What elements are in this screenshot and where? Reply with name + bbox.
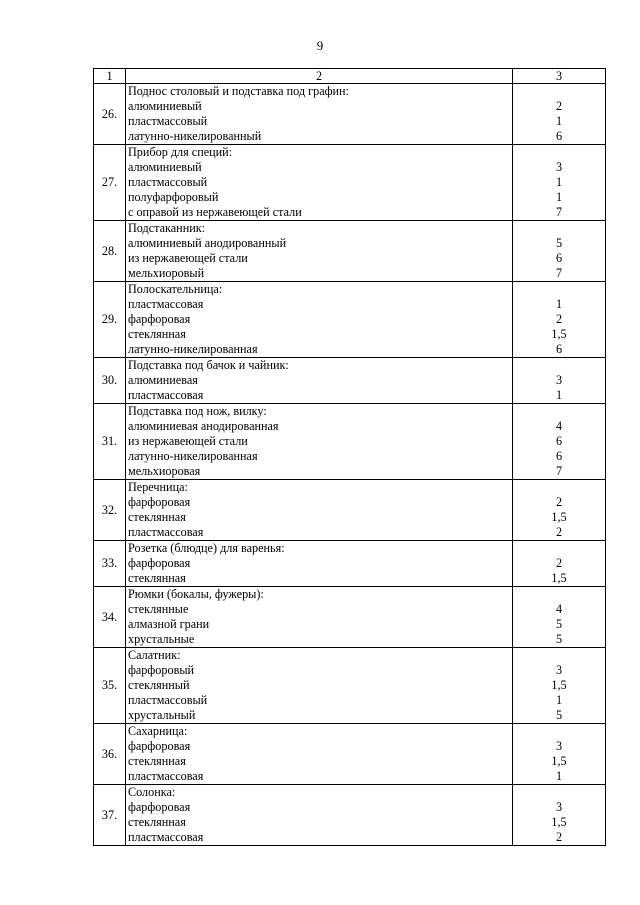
item-variant-value: 1 xyxy=(555,769,563,783)
item-variant-name: пластмассовая xyxy=(128,297,204,311)
table-row xyxy=(94,724,606,785)
item-description xyxy=(126,84,513,145)
item-description xyxy=(126,724,513,785)
item-values xyxy=(513,84,606,145)
item-group-title: Розетка (блюдце) для варенья: xyxy=(128,541,285,555)
norms-table-body xyxy=(94,69,606,846)
item-variant-value: 2 xyxy=(555,99,563,113)
item-variant-value: 7 xyxy=(555,464,563,478)
item-variant-value: 6 xyxy=(555,342,563,356)
item-variant-name: латунно-никелированный xyxy=(128,129,262,143)
item-variant-name: пластмассовая xyxy=(128,388,204,402)
item-variant-value: 1,5 xyxy=(551,571,567,585)
row-number: 26. xyxy=(94,84,126,145)
item-variant-name: мельхиоровая xyxy=(128,464,201,478)
item-variant-value: 1 xyxy=(555,388,563,402)
item-values xyxy=(513,145,606,221)
page-number: 9 xyxy=(316,38,324,53)
row-number: 37. xyxy=(94,785,126,846)
item-variant-value: 6 xyxy=(555,251,563,265)
item-values xyxy=(513,541,606,587)
item-variant-name: пластмассовый xyxy=(128,693,208,707)
item-variant-value: 7 xyxy=(555,205,563,219)
row-number: 28. xyxy=(94,221,126,282)
table-row xyxy=(94,541,606,587)
item-group-title: Рюмки (бокалы, фужеры): xyxy=(128,587,264,601)
item-description xyxy=(126,358,513,404)
item-variant-value: 3 xyxy=(555,663,563,677)
item-values xyxy=(513,724,606,785)
item-variant-name: пластмассовая xyxy=(128,525,204,539)
item-description xyxy=(126,587,513,648)
item-group-title: Подстаканник: xyxy=(128,221,206,235)
item-values xyxy=(513,587,606,648)
item-variant-name: фарфоровый xyxy=(128,663,195,677)
item-description xyxy=(126,404,513,480)
item-variant-value: 5 xyxy=(555,632,563,646)
item-variant-name: мельхиоровый xyxy=(128,266,205,280)
item-variant-name: с оправой из нержавеющей стали xyxy=(128,205,302,219)
item-variant-name: фарфоровая xyxy=(128,556,191,570)
table-row xyxy=(94,785,606,846)
table-row xyxy=(94,648,606,724)
item-variant-name: стеклянная xyxy=(128,510,186,524)
item-variant-name: стеклянная xyxy=(128,327,186,341)
item-variant-value: 3 xyxy=(555,373,563,387)
item-group-title: Перечница: xyxy=(128,480,188,494)
item-group-title: Подставка под нож, вилку: xyxy=(128,404,267,418)
item-group-title: Салатник: xyxy=(128,648,181,662)
table-row xyxy=(94,145,606,221)
item-variant-value: 1 xyxy=(555,693,563,707)
row-number: 31. xyxy=(94,404,126,480)
row-number: 35. xyxy=(94,648,126,724)
item-group-title: Солонка: xyxy=(128,785,176,799)
row-number: 27. xyxy=(94,145,126,221)
table-row xyxy=(94,587,606,648)
item-variant-value: 1 xyxy=(555,190,563,204)
item-variant-name: фарфоровая xyxy=(128,800,191,814)
row-number: 33. xyxy=(94,541,126,587)
item-variant-value: 4 xyxy=(555,602,563,616)
item-variant-name: из нержавеющей стали xyxy=(128,251,248,265)
item-variant-value: 2 xyxy=(555,556,563,570)
item-values xyxy=(513,480,606,541)
table-row xyxy=(94,221,606,282)
item-description xyxy=(126,282,513,358)
item-variant-name: фарфоровая xyxy=(128,739,191,753)
item-variant-name: алюминиевый xyxy=(128,160,202,174)
item-values xyxy=(513,358,606,404)
item-variant-name: пластмассовый xyxy=(128,114,208,128)
norms-table xyxy=(93,68,606,846)
item-variant-value: 6 xyxy=(555,129,563,143)
item-variant-value: 6 xyxy=(555,434,563,448)
item-values xyxy=(513,282,606,358)
item-variant-value: 1,5 xyxy=(551,815,567,829)
row-number: 29. xyxy=(94,282,126,358)
item-variant-name: стеклянная xyxy=(128,815,186,829)
table-row xyxy=(94,282,606,358)
item-values xyxy=(513,221,606,282)
item-variant-value: 2 xyxy=(555,830,563,844)
item-variant-value: 5 xyxy=(555,617,563,631)
table-header-row xyxy=(94,69,606,84)
item-variant-value: 1,5 xyxy=(551,678,567,692)
item-variant-name: полуфарфоровый xyxy=(128,190,219,204)
item-variant-value: 1 xyxy=(555,175,563,189)
item-variant-value: 1 xyxy=(555,297,563,311)
header-cell-3: 3 xyxy=(513,69,606,84)
item-variant-name: пластмассовая xyxy=(128,769,204,783)
item-variant-value: 1,5 xyxy=(551,754,567,768)
table-row xyxy=(94,404,606,480)
row-number: 34. xyxy=(94,587,126,648)
item-variant-value: 4 xyxy=(555,419,563,433)
item-variant-value: 5 xyxy=(555,708,563,722)
item-variant-name: алюминиевый анодированный xyxy=(128,236,287,250)
header-cell-2: 2 xyxy=(126,69,513,84)
item-values xyxy=(513,785,606,846)
row-number: 36. xyxy=(94,724,126,785)
item-variant-value: 7 xyxy=(555,266,563,280)
item-group-title: Полоскательница: xyxy=(128,282,223,296)
item-variant-name: пластмассовая xyxy=(128,830,204,844)
item-description xyxy=(126,480,513,541)
item-description xyxy=(126,145,513,221)
item-variant-name: алюминиевая xyxy=(128,373,198,387)
item-variant-name: фарфоровая xyxy=(128,495,191,509)
item-group-title: Поднос столовый и подставка под графин: xyxy=(128,84,349,98)
item-group-title: Подставка под бачок и чайник: xyxy=(128,358,289,372)
item-variant-value: 3 xyxy=(555,160,563,174)
table-row xyxy=(94,358,606,404)
item-variant-name: латунно-никелированная xyxy=(128,449,258,463)
item-variant-name: стеклянная xyxy=(128,571,186,585)
table-row xyxy=(94,480,606,541)
item-variant-name: стеклянная xyxy=(128,754,186,768)
item-variant-value: 2 xyxy=(555,525,563,539)
item-variant-name: стеклянные xyxy=(128,602,189,616)
row-number: 30. xyxy=(94,358,126,404)
item-values xyxy=(513,648,606,724)
header-cell-1: 1 xyxy=(94,69,126,84)
item-variant-value: 1,5 xyxy=(551,327,567,341)
item-variant-value: 6 xyxy=(555,449,563,463)
item-variant-value: 1,5 xyxy=(551,510,567,524)
item-variant-name: стеклянный xyxy=(128,678,190,692)
item-description xyxy=(126,541,513,587)
item-variant-name: фарфоровая xyxy=(128,312,191,326)
item-variant-name: хрустальный xyxy=(128,708,196,722)
item-variant-name: латунно-никелированная xyxy=(128,342,258,356)
table-row xyxy=(94,84,606,145)
item-variant-name: алмазной грани xyxy=(128,617,210,631)
item-variant-value: 2 xyxy=(555,495,563,509)
item-description xyxy=(126,785,513,846)
item-group-title: Прибор для специй: xyxy=(128,145,233,159)
item-variant-value: 3 xyxy=(555,800,563,814)
item-variant-value: 3 xyxy=(555,739,563,753)
item-variant-value: 1 xyxy=(555,114,563,128)
item-variant-name: алюминиевая анодированная xyxy=(128,419,279,433)
item-values xyxy=(513,404,606,480)
item-variant-name: пластмассовый xyxy=(128,175,208,189)
item-variant-value: 2 xyxy=(555,312,563,326)
item-description xyxy=(126,221,513,282)
item-description xyxy=(126,648,513,724)
row-number: 32. xyxy=(94,480,126,541)
item-variant-name: хрустальные xyxy=(128,632,195,646)
item-variant-name: алюминиевый xyxy=(128,99,202,113)
item-group-title: Сахарница: xyxy=(128,724,188,738)
item-variant-name: из нержавеющей стали xyxy=(128,434,248,448)
item-variant-value: 5 xyxy=(555,236,563,250)
